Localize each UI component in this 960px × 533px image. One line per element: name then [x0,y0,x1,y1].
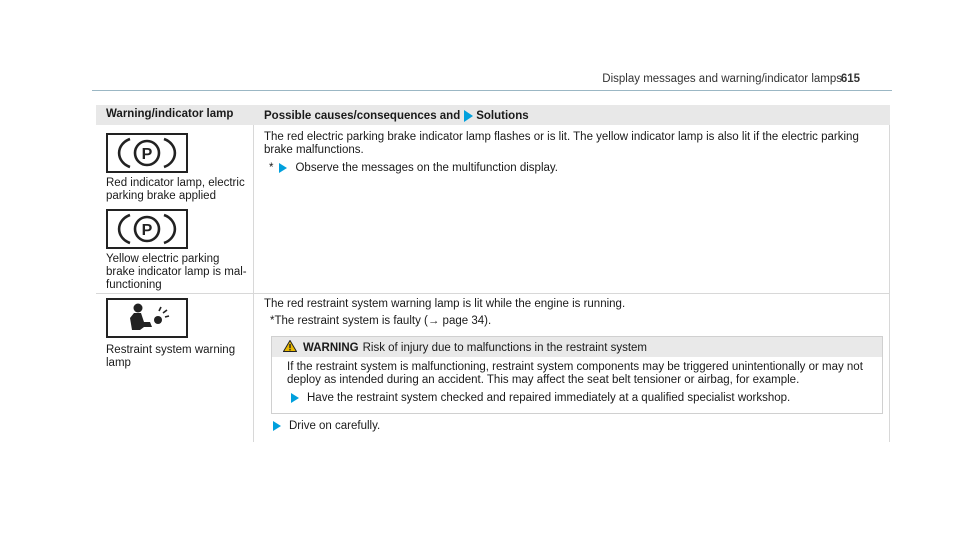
note-prefix: * [269,162,274,174]
solution-cell [254,125,890,293]
page-header-title: Display messages and warning/indicator lamps [602,73,842,85]
svg-text:P: P [141,146,153,163]
action-arrow-icon [273,421,281,431]
table-row-restraint [96,293,890,442]
warning-label: WARNING [303,342,359,354]
description-text: The red restraint system warning lamp is lit while the engine is running. [264,298,626,310]
col2-header-suffix: Solutions [476,110,529,123]
note-line [269,162,558,174]
svg-text:P: P [141,222,153,239]
warning-lamp-table [96,105,890,442]
lamp-cell [96,294,254,442]
solutions-arrow-icon [464,110,473,122]
table-row-parking-brake [96,125,890,293]
airbag-icon [106,298,188,338]
parking-brake-icon [106,209,188,249]
parking-brake-icon [106,133,188,173]
lamp-label-restraint: Restraint system warning lamp [106,344,236,369]
lamp-label-red: Red indicator lamp, electric parking brake applied [106,177,245,202]
description-text: The red electric parking brake indicator lamp flashes or is lit. The yellow indicator lamp is also lit if the electric parking brake malfunctions. [264,131,859,156]
warning-triangle-icon [283,340,297,352]
warning-title [283,340,647,354]
note-text: Observe the messages on the multifunction display. [295,162,558,174]
final-action [269,420,380,432]
table-header [96,105,890,125]
action-arrow-icon [291,393,299,403]
col2-header-text: Possible causes/consequences and [264,110,461,123]
page-number: 615 [840,73,860,85]
final-action-text: Drive on carefully. [289,420,381,432]
lamp-cell [96,125,254,293]
action-arrow-icon [279,163,287,173]
warning-subtitle: Risk of injury due to malfunctions in the restraint system [362,342,648,354]
warning-action [287,392,790,404]
warning-header [272,337,882,357]
warning-body: If the restraint system is malfunctioning, restraint system components may be triggered unintentionally or may not deploy as intended during an accident. This may affect the seat belt tensioner or airbag, for example. [287,361,863,386]
col2-header [264,110,529,122]
col1-header: Warning/indicator lamp [106,108,234,120]
warning-action-text: Have the restraint system checked and repaired immediately at a qualified specialist workshop. [307,392,791,404]
header-divider [92,90,892,91]
lamp-label-yellow: Yellow electric parking brake indicator lamp is mal-functioning [106,253,247,291]
warning-box [271,336,883,414]
solution-cell [254,294,890,442]
fault-subline: *The restraint system is faulty (→ page 34). [270,315,492,327]
